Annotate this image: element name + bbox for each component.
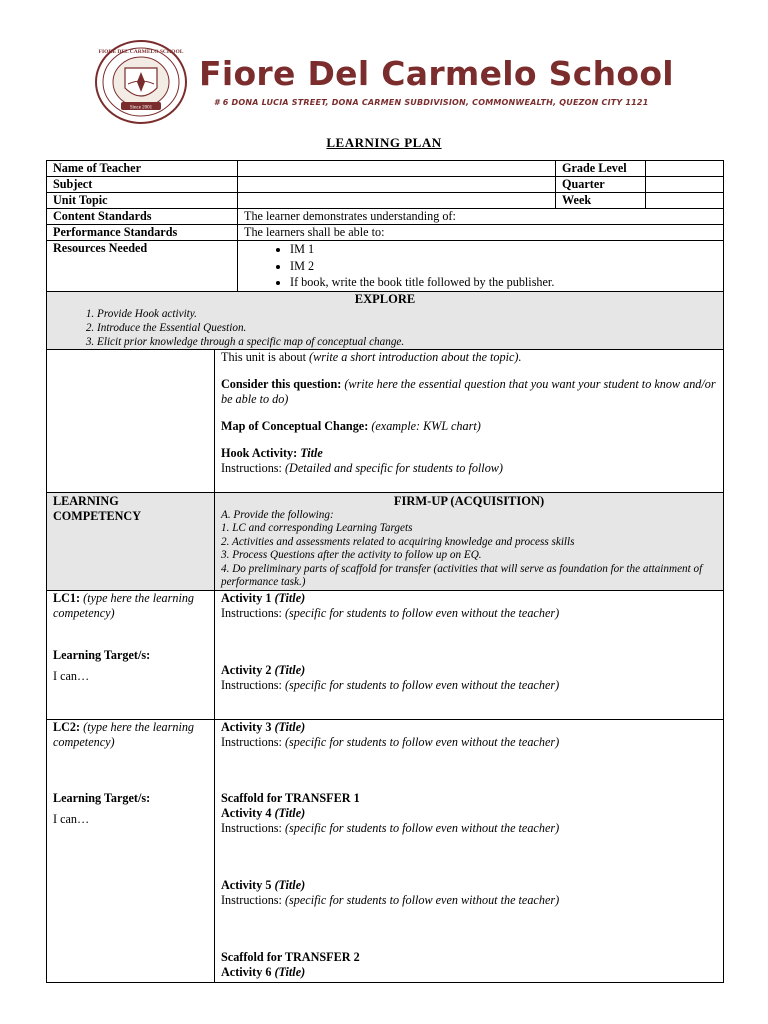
quarter-label: Quarter xyxy=(556,177,646,193)
resources-label: Resources Needed xyxy=(47,241,238,292)
teacher-label: Name of Teacher xyxy=(47,161,238,177)
lc1-activities-cell[interactable] xyxy=(215,590,724,719)
activity1-instructions-label: Instructions: xyxy=(221,605,282,620)
week-field[interactable] xyxy=(646,193,724,209)
school-seal-logo xyxy=(95,40,187,124)
activity5-instructions-hint: (specific for students to follow even without the teacher) xyxy=(284,892,560,907)
firmup-note: 2. Activities and assessments related to acquiring knowledge and process skills xyxy=(221,535,575,548)
performance-standards-value[interactable]: The learners shall be able to: xyxy=(238,225,724,241)
lc2-activities-cell[interactable] xyxy=(215,719,724,982)
activity2-name: Activity 2 xyxy=(221,662,272,677)
explore-header-row xyxy=(47,291,724,349)
quarter-field[interactable] xyxy=(646,177,724,193)
grade-level-label: Grade Level xyxy=(556,161,646,177)
map-hint: (example: KWL chart) xyxy=(371,418,481,433)
question-label: Consider this question: xyxy=(221,376,342,391)
subject-label: Subject xyxy=(47,177,238,193)
activity2-instructions-hint: (specific for students to follow even without the teacher) xyxy=(284,677,560,692)
lc2-hint: (type here the learning competency) xyxy=(53,719,195,749)
resource-item: • IM 1 xyxy=(290,241,717,258)
lc2-label: LC2: xyxy=(53,719,81,734)
intro-text: This unit is about xyxy=(221,349,306,364)
content-standards-row xyxy=(47,209,724,225)
svg-text:Since 2001: Since 2001 xyxy=(129,105,153,111)
firmup-note: 4. Do preliminary parts of scaffold for transfer (activities that will serve as foundation for the attainment of performance task.) xyxy=(221,562,703,588)
school-address: # 6 DONA LUCIA STREET, DONA CARMEN SUBDIVISION, COMMONWEALTH, QUEZON CITY 1121 xyxy=(214,98,649,107)
activity5-name: Activity 5 xyxy=(221,877,272,892)
grade-level-field[interactable] xyxy=(646,161,724,177)
resource-item: • If book, write the book title followed by the publisher. xyxy=(290,274,717,291)
explore-step: 2. Introduce the Essential Question. xyxy=(97,321,717,335)
resource-item: • IM 2 xyxy=(290,258,717,275)
activity2-title: (Title) xyxy=(274,662,306,677)
content-standards-label: Content Standards xyxy=(47,209,238,225)
activity3-title: (Title) xyxy=(274,719,306,734)
week-label: Week xyxy=(556,193,646,209)
activity1-title: (Title) xyxy=(274,590,306,605)
lc2-cell[interactable] xyxy=(47,719,215,982)
hook-instructions-label: Instructions: xyxy=(221,460,282,475)
activity5-title: (Title) xyxy=(274,877,306,892)
lc1-hint: (type here the learning competency) xyxy=(53,590,195,620)
subject-field[interactable] xyxy=(238,177,556,193)
teacher-row xyxy=(47,161,724,177)
map-label: Map of Conceptual Change: xyxy=(221,418,369,433)
explore-step: 3. Elicit prior knowledge through a specific map of conceptual change. xyxy=(97,335,717,349)
scaffold-transfer-2: Scaffold for TRANSFER 2 xyxy=(221,949,360,964)
unit-topic-field[interactable] xyxy=(238,193,556,209)
lc2-target-label: Learning Target/s: xyxy=(53,790,151,805)
firmup-header-cell xyxy=(215,492,724,590)
explore-left-cell xyxy=(47,349,215,492)
svg-text:FIORE DEL CARMELO SCHOOL: FIORE DEL CARMELO SCHOOL xyxy=(98,49,184,55)
activity4-name: Activity 4 xyxy=(221,805,272,820)
content-standards-value[interactable]: The learner demonstrates understanding of: xyxy=(238,209,724,225)
scaffold-transfer-1: Scaffold for TRANSFER 1 xyxy=(221,790,360,805)
activity3-instructions-hint: (specific for students to follow even without the teacher) xyxy=(284,734,560,749)
explore-content-cell[interactable] xyxy=(215,349,724,492)
subject-row xyxy=(47,177,724,193)
lc1-row xyxy=(47,590,724,719)
hook-title: Title xyxy=(300,445,323,460)
activity4-instructions-hint: (specific for students to follow even without the teacher) xyxy=(284,820,560,835)
firmup-note: 3. Process Questions after the activity to follow up on EQ. xyxy=(221,549,482,561)
unit-topic-row xyxy=(47,193,724,209)
lc1-target-label: Learning Target/s: xyxy=(53,647,151,662)
activity6-name: Activity 6 xyxy=(221,964,272,979)
lc2-ican: I can… xyxy=(53,811,90,826)
explore-step: 1. Provide Hook activity. xyxy=(97,307,717,321)
resources-row xyxy=(47,241,724,292)
firmup-note: A. Provide the following: xyxy=(221,508,334,521)
resources-list-cell[interactable] xyxy=(238,241,724,292)
hook-instructions-hint: (Detailed and specific for students to follow) xyxy=(284,460,503,475)
resources-list xyxy=(244,241,717,291)
activity1-instructions-hint: (specific for students to follow even without the teacher) xyxy=(284,605,560,620)
activity3-name: Activity 3 xyxy=(221,719,272,734)
activity1-name: Activity 1 xyxy=(221,590,272,605)
unit-topic-label: Unit Topic xyxy=(47,193,238,209)
lc2-row xyxy=(47,719,724,982)
activity6-title: (Title) xyxy=(274,964,306,979)
document-title: LEARNING PLAN xyxy=(326,135,442,150)
performance-standards-label: Performance Standards xyxy=(47,225,238,241)
activity5-instructions-label: Instructions: xyxy=(221,892,282,907)
explore-body-row xyxy=(47,349,724,492)
activity4-instructions-label: Instructions: xyxy=(221,820,282,835)
lc1-ican: I can… xyxy=(53,668,90,683)
lc1-label: LC1: xyxy=(53,590,81,605)
explore-steps xyxy=(53,307,717,349)
firmup-note: 1. LC and corresponding Learning Targets xyxy=(221,522,413,534)
hook-label: Hook Activity: xyxy=(221,445,298,460)
explore-header-cell xyxy=(47,291,724,349)
activity3-instructions-label: Instructions: xyxy=(221,734,282,749)
activity2-instructions-label: Instructions: xyxy=(221,677,282,692)
lc1-cell[interactable] xyxy=(47,590,215,719)
learning-plan-table xyxy=(46,160,724,983)
teacher-field[interactable] xyxy=(238,161,556,177)
learning-competency-header xyxy=(47,492,215,590)
firmup-heading: FIRM-UP (ACQUISITION) xyxy=(393,493,545,508)
firmup-header-row xyxy=(47,492,724,590)
activity4-title: (Title) xyxy=(274,805,306,820)
intro-hint: (write a short introduction about the topic). xyxy=(309,349,522,364)
learning-competency-label: LEARNING COMPETENCY xyxy=(53,493,142,523)
school-name: Fiore Del Carmelo School xyxy=(199,54,674,93)
explore-heading: EXPLORE xyxy=(354,291,416,306)
performance-standards-row xyxy=(47,225,724,241)
question-hint: (write here the essential question that you want your student to know and/or be able to do) xyxy=(221,376,716,406)
